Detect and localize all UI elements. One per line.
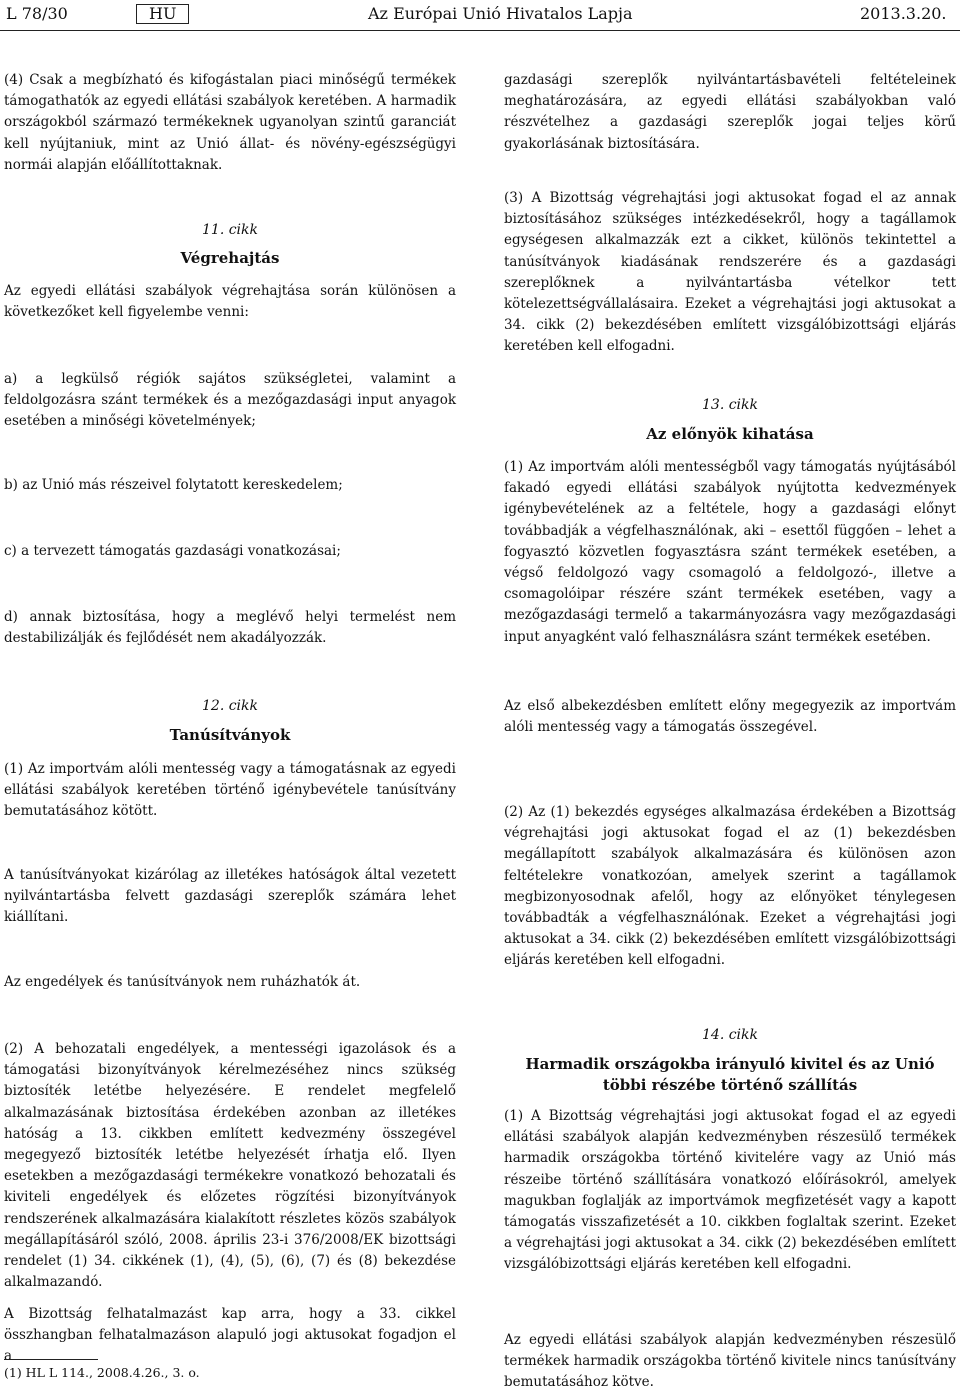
header-rule (0, 30, 960, 31)
journal-title: Az Európai Unió Hivatalos Lapja (368, 4, 633, 23)
article-11-item-c: c) a tervezett támogatás gazdasági vonatkozásai; (4, 543, 341, 559)
article-14-para-1b: Az egyedi ellátási szabályok alapján kedvezményben részesülő termékek harmadik országokba történő kivitele nincs tanúsítvány bemutatásához kötve. (504, 1332, 956, 1391)
article-11-item-d: d) annak biztosítása, hogy a meglévő helyi termelést nem destabilizálják és fejlődését nem akadályozzák. (4, 609, 456, 647)
continued-paragraph: gazdasági szereplők nyilvántartásbavételi feltételeinek meghatározására, az egyedi ellátási szabályokban való részvételhez a gazdasági szereplők jogai teljes körű gyakorlásának biztosítására. (504, 72, 956, 152)
footnote-rule (4, 1359, 98, 1360)
article-14-number: 14. cikk (702, 1027, 758, 1043)
article-12-para-2: (2) A behozatali engedélyek, a mentességi igazolások és a támogatási bizonyítványok kérelmezéséhez nincs szükség biztosíték letétbe helyezésére. E rendelet megfelelő alkalmazásának biztosítása érdekében azonban az illetékes hatóság a 13. cikkben említett kedvezmény összegével megegyező biztosíték letétbe helyezését írhatja elő. Ilyen esetekben a mezőgazdasági termékekre vonatkozó behozatali és kiviteli engedélyek és előzetes rögzítési bizonyítványok rendszerének alkalmazására kialakított részletes közös szabályok megállapításáról szóló, 2008. április 23-i 376/2008/EK bizottsági rendelet (1) 34. cikkének (1), (4), (5), (6), (7) és (8) bekezdése alkalmazandó. (4, 1041, 456, 1291)
article-12-para-1c: Az engedélyek és tanúsítványok nem ruházhatók át. (4, 974, 361, 990)
article-11-item-b: b) az Unió más részeivel folytatott kereskedelem; (4, 477, 343, 493)
paragraph-3: (3) A Bizottság végrehajtási jogi aktusokat fogad el az annak biztosításához szükséges intézkedésekről, hogy a tagállamok egységesen alkalmazzák ezt a cikket, különös tekintettel a tanúsítványok kiadásának rendszerére és a gazdasági szereplőknek a nyilvántartásba vételkor tett kötelezettségvállalásaira. Ezeket a végrehajtási jogi aktusokat a 34. cikk (2) bekezdésében említett vizsgálóbizottsági eljárás keretében kell elfogadni. (504, 190, 956, 355)
article-14-para-1: (1) A Bizottság végrehajtási jogi aktusokat fogad el az egyedi ellátási szabályok alapján kedvezményben részesülő termékek harmadik országokba történő kivitelére vagy az Unió más részeibe történő szállítására vonatkozó előírásokról, amelyek magukban foglalják az importvámok megfizetését vagy a kapott támogatás visszafizetését a 10. cikkben foglaltak szerint. Ezeket a végrehajtási jogi aktusokat a 34. cikk (2) bekezdésében említett vizsgálóbizottsági eljárás keretében kell elfogadni. (504, 1108, 956, 1273)
article-12-number: 12. cikk (202, 698, 258, 714)
article-13-para-1: (1) Az importvám alóli mentességből vagy támogatás nyújtásából fakadó egyedi ellátási szabályok nyújtotta kedvezmények igénybevételének az a feltétele, hogy a gazdasági előnyt továbbadják a végfelhasználónak, aki – esettől függően – lehet a fogyasztó közvetlen fogyasztásra szánt termékek esetében, a végső feldolgozó vagy csomagoló a feldolgozó-, illetve a csomagolóipar részére szánt termékek esetében, vagy a mezőgazdasági termelő a takarmányozásra vagy mezőgazdasági input anyagként való felhasználásra szánt termékek esetében. (504, 459, 956, 645)
article-12-title: Tanúsítványok (169, 726, 291, 744)
article-11-number: 11. cikk (202, 222, 258, 238)
article-13-number: 13. cikk (702, 397, 758, 413)
article-11-intro: Az egyedi ellátási szabályok végrehajtása során különösen a következőket kell figyelembe venni: (4, 283, 456, 321)
publication-date: 2013.3.20. (860, 4, 947, 23)
article-12-para-1b: A tanúsítványokat kizárólag az illetékes hatóságok által vezetett nyilvántartásba felvett gazdasági szereplők számára lehet kiállítani. (4, 867, 456, 926)
article-13-title: Az előnyök kihatása (646, 425, 814, 443)
article-12-para-3: A Bizottság felhatalmazást kap arra, hogy a 33. cikkel összhangban felhatalmazáson alapuló jogi aktusokat fogadjon el a (4, 1306, 456, 1365)
article-13-para-1b: Az első albekezdésben említett előny megegyezik az importvám alóli mentesség vagy a támogatás összegével. (504, 698, 956, 736)
article-13-para-2: (2) Az (1) bekezdés egységes alkalmazása érdekében a Bizottság végrehajtási jogi aktusokat fogad el az (1) bekezdésben megállapított szabályok alkalmazására és különösen azon feltételekre vonatkozóan, amelyek szerint a tagállamok megbizonyosodnak afelől, hogy az előnyöket ténylegesen továbbadták a végfelhasználónak. Ezeket a végrehajtási jogi aktusokat a 34. cikk (2) bekezdésében említett vizsgálóbizottsági eljárás keretében kell elfogadni. (504, 804, 956, 969)
paragraph-4: (4) Csak a megbízható és kifogástalan piaci minőségű termékek támogathatók az egyedi ellátási szabályok keretében. A harmadik országokból származó termékeknek ugyanolyan szintű garanciát kell nyújtaniuk, mint az Unió állat- és növény-egészségügyi normái alapján előállítottaknak. (4, 72, 456, 173)
footnote: (1) HL L 114., 2008.4.26., 3. o. (4, 1365, 200, 1380)
article-12-para-1: (1) Az importvám alóli mentesség vagy a támogatásnak az egyedi ellátási szabályok keretében történő igénybevétele tanúsítvány bemutatásához kötött. (4, 761, 456, 820)
article-14-title: Harmadik országokba irányuló kivitel és az Unió többi részébe történő szállítás (525, 1055, 935, 1095)
page-number: L 78/30 (6, 4, 68, 23)
language-badge: HU (136, 4, 189, 24)
article-11-title: Végrehajtás (180, 249, 280, 267)
article-11-item-a: a) a legkülső régiók sajátos szükségletei, valamint a feldolgozásra szánt termékek és a mezőgazdasági input anyagok esetében a minőségi követelmények; (4, 371, 456, 430)
page-header (0, 4, 960, 28)
